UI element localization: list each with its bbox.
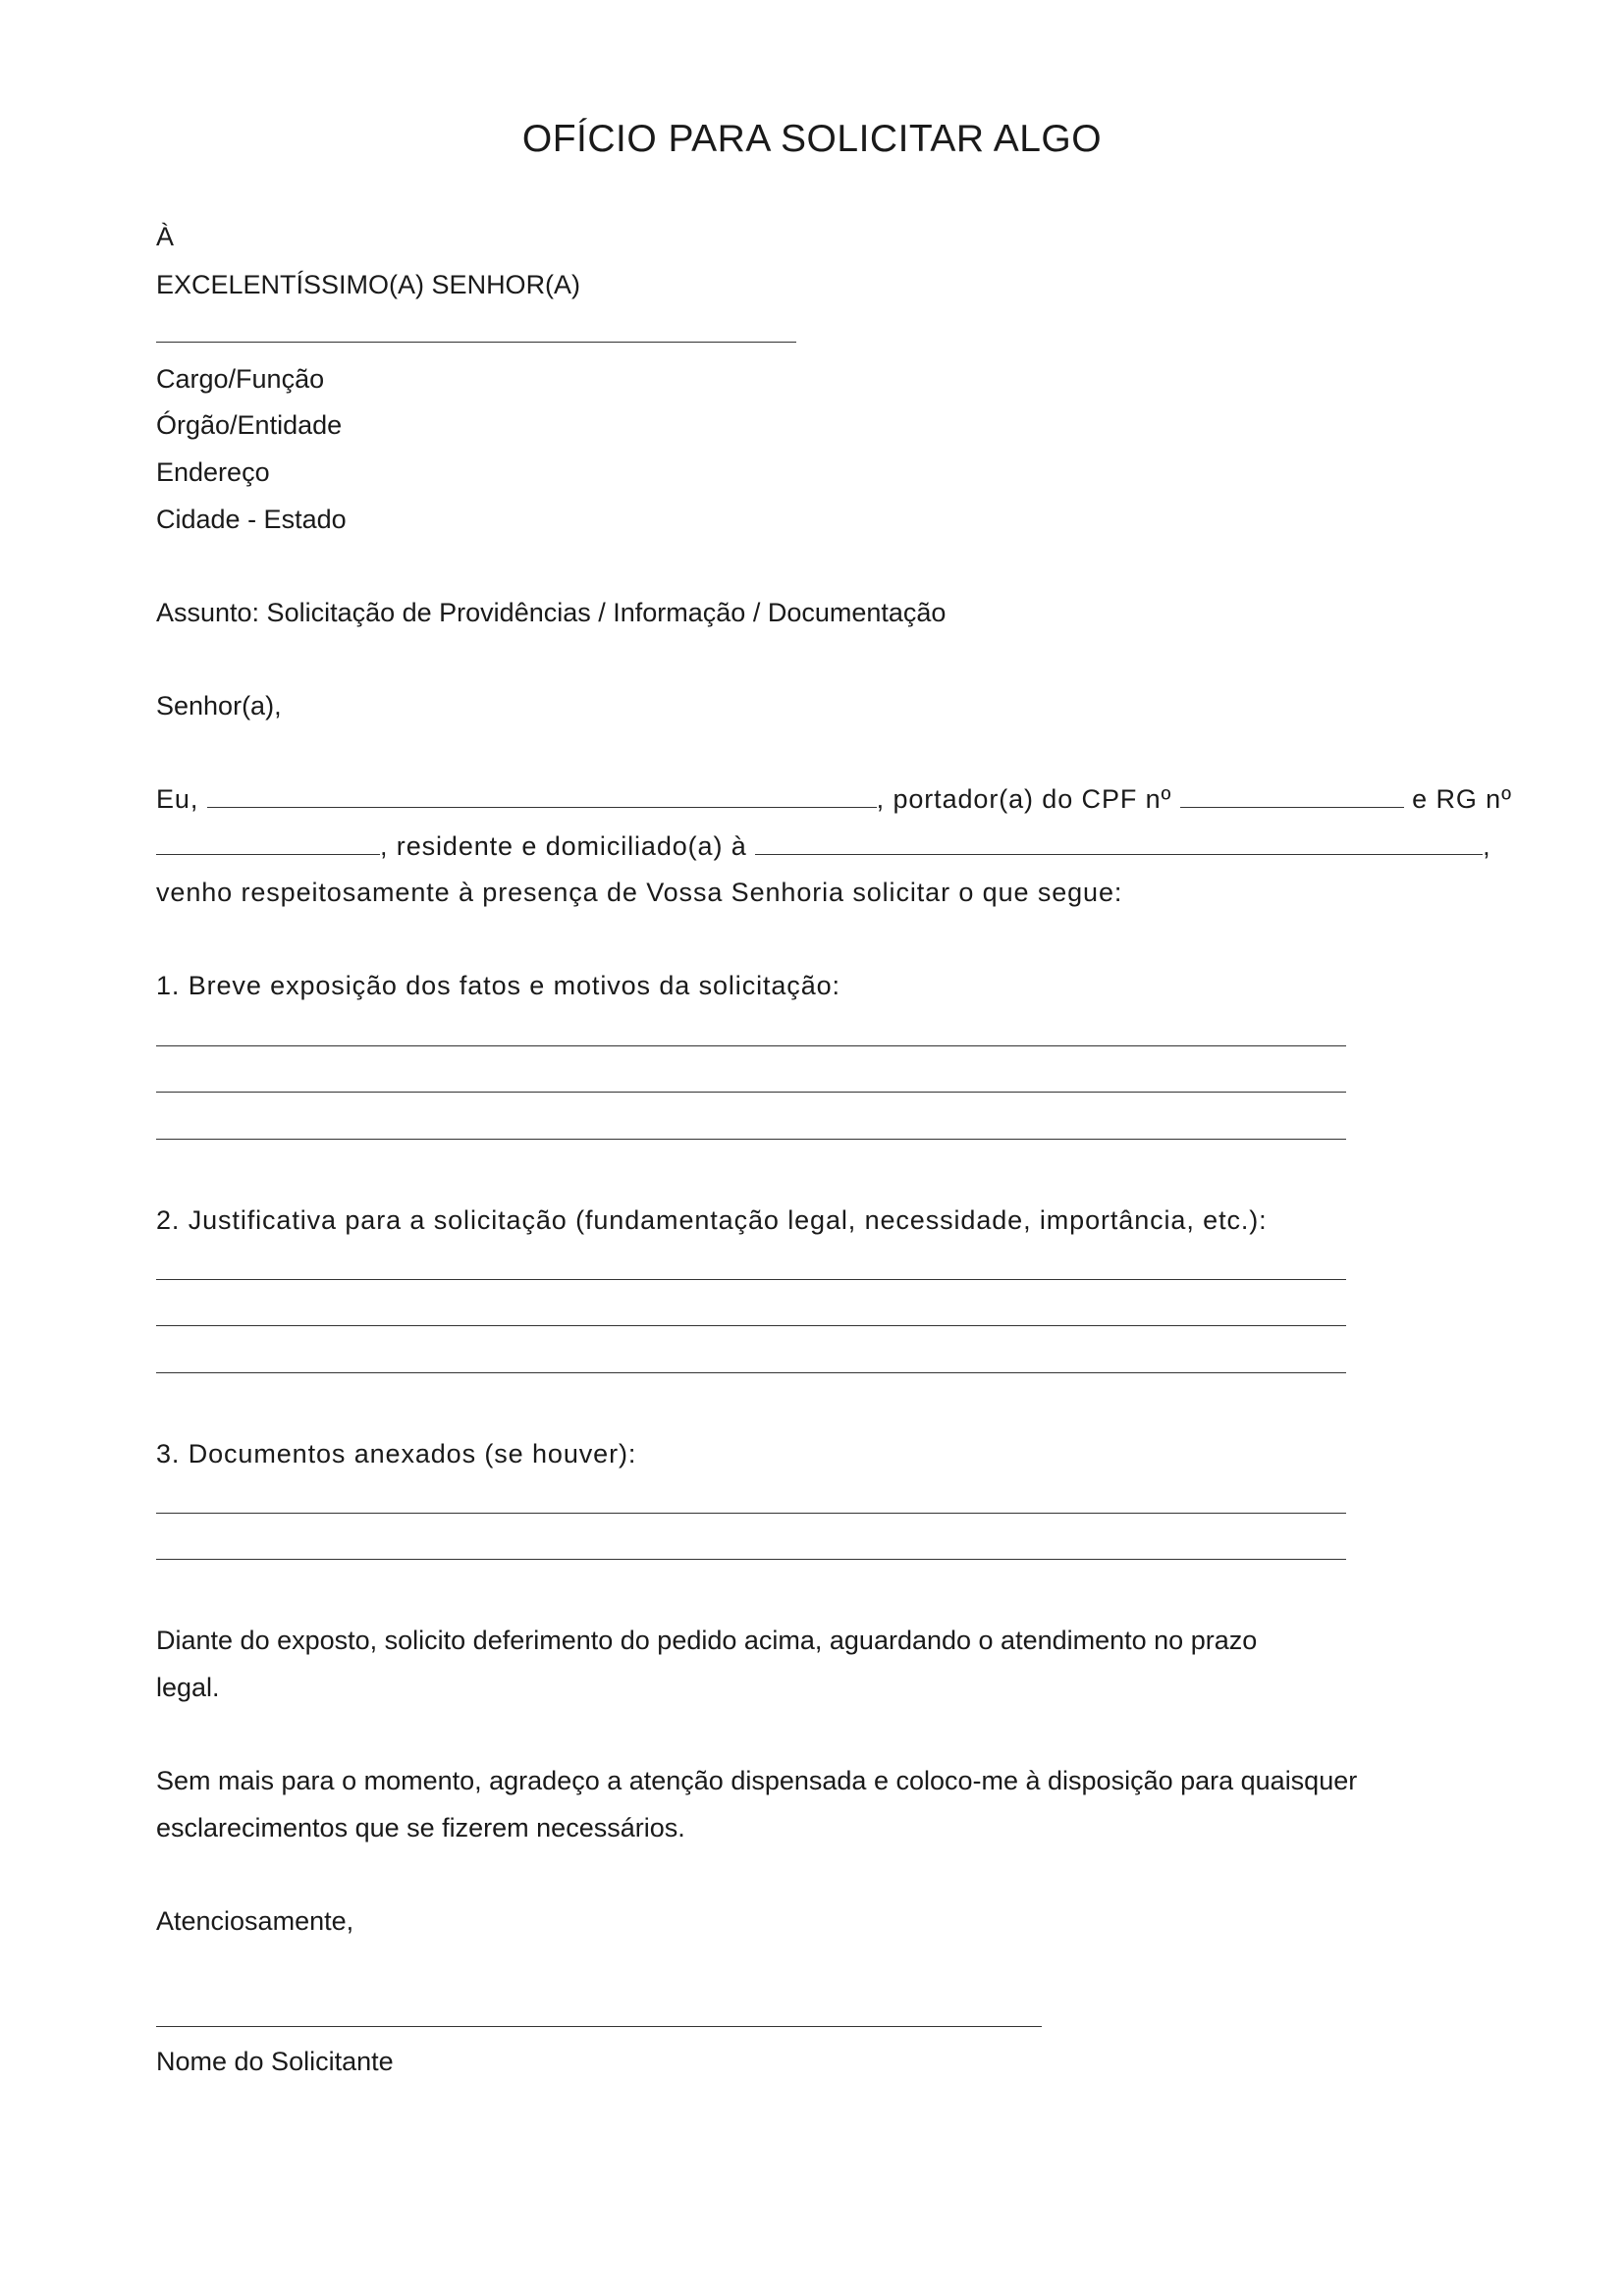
intro-residente-label: , residente e domiciliado(a) à [380, 831, 747, 861]
section-2-blank-line[interactable] [156, 1325, 1346, 1326]
section-2-blank-line[interactable] [156, 1279, 1346, 1280]
signature-label: Nome do Solicitante [156, 2047, 394, 2076]
intro-line-3: venho respeitosamente à presença de Vossa Senhoria solicitar o que segue: [156, 878, 1123, 907]
intro-comma: , [1483, 831, 1491, 861]
greeting: Senhor(a), [156, 691, 282, 721]
signoff: Atenciosamente, [156, 1906, 354, 1936]
section-2-blank-line[interactable] [156, 1372, 1346, 1373]
section-1-blank-line[interactable] [156, 1045, 1346, 1046]
intro-cpf-label: , portador(a) do CPF nº [876, 784, 1172, 814]
recipient-salutation: EXCELENTÍSSIMO(A) SENHOR(A) [156, 270, 581, 299]
closing-paragraph-2-line-1: Sem mais para o momento, agradeço a atenção dispensada e coloco-me à disposição para quaisquer [156, 1766, 1358, 1795]
recipient-address: Endereço [156, 457, 270, 487]
section-1-heading: 1. Breve exposição dos fatos e motivos da solicitação: [156, 971, 840, 1000]
intro-eu-label: Eu, [156, 784, 199, 814]
recipient-position: Cargo/Função [156, 364, 325, 394]
section-3-blank-line[interactable] [156, 1559, 1346, 1560]
address-blank[interactable] [755, 832, 1483, 855]
recipient-name-line[interactable] [156, 342, 796, 343]
closing-paragraph-1-line-1: Diante do exposto, solicito deferimento do pedido acima, aguardando o atendimento no prazo [156, 1626, 1258, 1655]
name-blank[interactable] [207, 785, 877, 808]
signature-line[interactable] [156, 2026, 1042, 2027]
recipient-prefix: À [156, 222, 175, 251]
section-3-blank-line[interactable] [156, 1513, 1346, 1514]
cpf-blank[interactable] [1180, 785, 1404, 808]
section-3-heading: 3. Documentos anexados (se houver): [156, 1439, 637, 1468]
closing-paragraph-1-line-2: legal. [156, 1673, 220, 1702]
subject-line: Assunto: Solicitação de Providências / Informação / Documentação [156, 598, 947, 627]
section-1-blank-line[interactable] [156, 1139, 1346, 1140]
document-title: OFÍCIO PARA SOLICITAR ALGO [521, 118, 1103, 160]
recipient-city-state: Cidade - Estado [156, 505, 347, 534]
intro-rg-label: e RG nº [1412, 784, 1512, 814]
intro-line-1 [156, 782, 1512, 816]
section-2-heading: 2. Justificativa para a solicitação (fundamentação legal, necessidade, importância, etc.): [156, 1205, 1268, 1235]
intro-line-2 [156, 829, 1491, 863]
rg-blank[interactable] [156, 832, 380, 855]
closing-paragraph-2-line-2: esclarecimentos que se fizerem necessários. [156, 1813, 685, 1842]
section-1-blank-line[interactable] [156, 1092, 1346, 1093]
recipient-organization: Órgão/Entidade [156, 410, 343, 440]
